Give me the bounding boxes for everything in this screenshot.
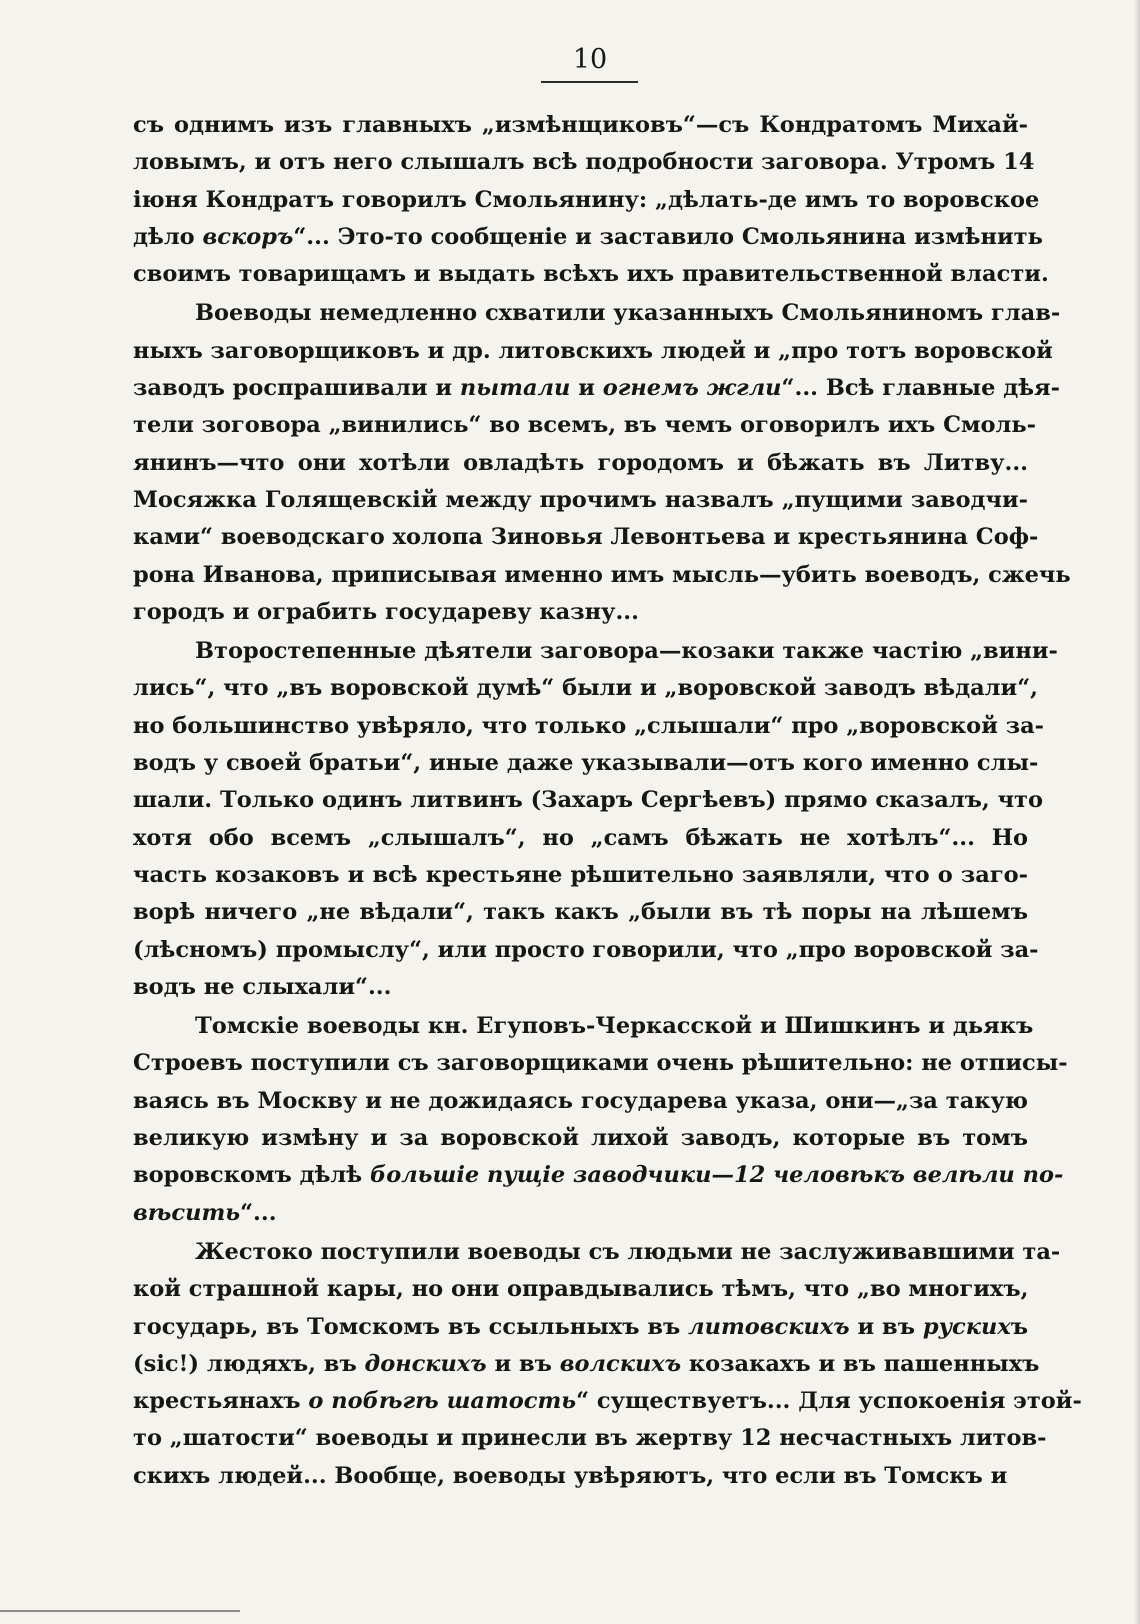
text-line: часть козаковъ и всѣ крестьяне рѣшительно заявляли, что о заго-	[133, 861, 1028, 888]
text-line: ворѣ ничего „не вѣдали“, такъ какъ „были въ тѣ поры на лѣшемъ	[133, 899, 1028, 926]
paragraph	[133, 295, 1071, 631]
text-line: ваясь въ Москву и не дожидаясь государева указа, они—„за такую	[133, 1087, 1028, 1114]
page-number: 10	[572, 44, 608, 75]
text-line: своимъ товарищамъ и выдать всѣхъ ихъ правительственной власти.	[133, 261, 1049, 288]
text-line: Жестоко поступили воеводы съ людьми не заслуживавшими та-	[195, 1238, 1061, 1265]
text-line: дѣло вскоръ“... Это-то сообщеніе и заставило Смольянина измѣнить	[133, 223, 1043, 250]
text-line: скихъ людей... Вообще, воеводы увѣряютъ, что если въ Томскъ и	[133, 1462, 1008, 1489]
text-line: рона Иванова, приписывая именно имъ мысль—убить воеводъ, сжечь	[133, 561, 1071, 588]
text-line: водъ у своей братьи“, иные даже указывали—отъ кого именно слы-	[133, 750, 1039, 777]
text-line: іюня Кондратъ говорилъ Смольянину: „дѣлать-де имъ то воровское	[133, 186, 1040, 213]
text-line: крестьянахъ о побѣгѣ шатость“ существуетъ... Для успокоенія этой-	[133, 1388, 1082, 1415]
text-line: хотя обо всемъ „слышалъ“, но „самъ бѣжать не хотѣлъ“... Но	[133, 824, 1028, 851]
text-line: Второстепенные дѣятели заговора—козаки также частію „вини-	[195, 638, 1058, 665]
text-line: лись“, что „въ воровской думѣ“ были и „воровской заводъ вѣдали“,	[133, 675, 1039, 702]
text-line: заводъ роспрашивали и пытали и огнемъ жгли“... Всѣ главные дѣя-	[133, 375, 1061, 402]
text-line: тели зоговора „винились“ во всемъ, въ чемъ оговорилъ ихъ Смоль-	[133, 412, 1036, 439]
text-line: Мосяжка Голящевскій между прочимъ назвалъ „пущими заводчи-	[133, 486, 1028, 513]
paragraph	[133, 107, 1049, 293]
text-line: Томскіе воеводы кн. Егуповъ-Черкасской и Шишкинъ и дьякъ	[195, 1013, 1034, 1040]
page-number-rule	[541, 81, 638, 83]
text-line: Строевъ поступили съ заговорщиками очень рѣшительно: не отписы-	[133, 1050, 1068, 1077]
text-line: янинъ—что они хотѣли овладѣть городомъ и бѣжать въ Литву...	[133, 449, 1028, 476]
text-line: ками“ воеводскаго холопа Зиновья Левонтьева и крестьянина Соф-	[133, 524, 1039, 551]
scan-bottom-mark	[0, 1610, 240, 1612]
text-line: (sic!) людяхъ, въ донскихъ и въ волскихъ козакахъ и въ пашенныхъ	[133, 1350, 1040, 1377]
text-line: городъ и ограбить государеву казну...	[133, 598, 639, 625]
text-line: Воеводы немедленно схватили указанныхъ Смольяниномъ глав-	[195, 300, 1061, 327]
paragraph	[133, 1008, 1068, 1232]
text-line: (лѣсномъ) промыслу“, или просто говорили, что „про воровской за-	[133, 936, 1039, 963]
text-line: ныхъ заговорщиковъ и др. литовскихъ людей и „про тотъ воровской	[133, 337, 1053, 364]
text-line: вѣсить“...	[133, 1199, 277, 1226]
text-line: великую измѣну и за воровской лихой заводъ, которые въ томъ	[133, 1125, 1028, 1152]
text-line: шали. Только одинъ литвинъ (Захаръ Сергѣевъ) прямо сказалъ, что	[133, 787, 1043, 814]
text-line: съ однимъ изъ главныхъ „измѣнщиковъ“—съ Кондратомъ Михай-	[133, 112, 1028, 138]
text-line: но большинство увѣряло, что только „слышали“ про „воровской за-	[133, 712, 1044, 739]
text-line: водъ не слыхали“...	[133, 973, 392, 1000]
scan-edge-shadow	[1134, 0, 1140, 1624]
paragraph	[133, 1234, 1082, 1495]
paragraph	[133, 633, 1058, 1006]
text-line: то „шатости“ воеводы и принесли въ жертву 12 несчастныхъ литов-	[133, 1425, 1047, 1452]
text-line: ловымъ, и отъ него слышалъ всѣ подробности заговора. Утромъ 14	[133, 149, 1035, 176]
text-line: государь, въ Томскомъ въ ссыльныхъ въ литовскихъ и въ рускихъ	[133, 1313, 1028, 1340]
body-text	[133, 107, 1082, 1497]
text-line: воровскомъ дѣлѣ большіе пущіе заводчики—12 человѣкъ велѣли по-	[133, 1162, 1064, 1189]
text-line: кой страшной кары, но они оправдывались тѣмъ, что „во многихъ,	[133, 1276, 1029, 1303]
